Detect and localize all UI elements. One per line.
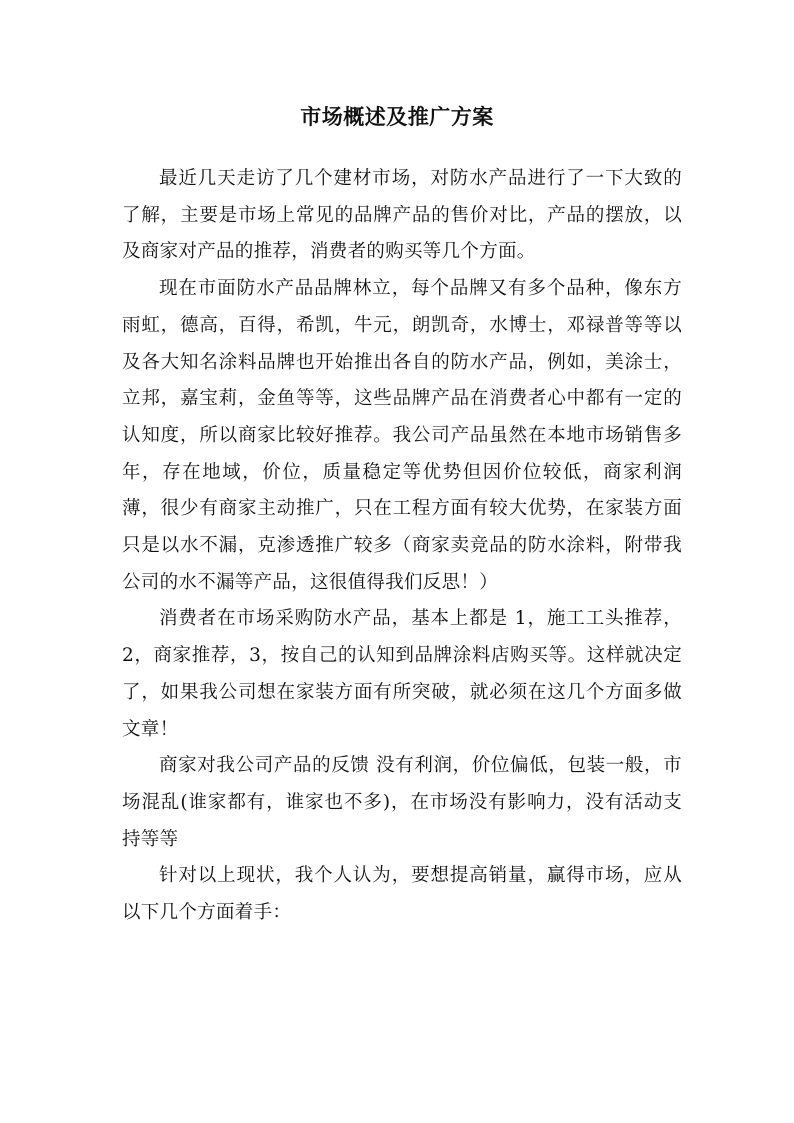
paragraph-market-visit: 最近几天走访了几个建材市场，对防水产品进行了一下大致的了解，主要是市场上常见的品牌产品的售价对比，产品的摆放，以及商家对产品的推荐，消费者的购买等几个方面。 xyxy=(122,168,682,263)
document-title: 市场概述及推广方案 xyxy=(300,104,494,129)
document-body xyxy=(122,161,682,932)
paragraph-dealer-feedback: 商家对我公司产品的反馈 没有利润，价位偏低，包装一般，市场混乱(谁家都有，谁家也不多)，在市场没有影响力，没有活动支持等等 xyxy=(122,755,682,850)
paragraph-consumer-purchase: 消费者在市场采购防水产品，基本上都是 1，施工工头推荐，2，商家推荐，3，按自己的认知到品牌涂料店购买等。这样就决定了，如果我公司想在家装方面有所突破，就必须在这几个方面多做文章！ xyxy=(122,608,682,740)
paragraph-brand-landscape: 现在市面防水产品品牌林立，每个品牌又有多个品种，像东方雨虹，德高，百得，希凯，牛元，朗凯奇，水博士，邓禄普等等以及各大知名涂料品牌也开始推出各自的防水产品，例如，美涂士，立邦，嘉宝莉，金鱼等等，这些品牌产品在消费者心中都有一定的认知度，所以商家比较好推荐。我公司产品虽然在本地市场销售多年，存在地域，价位，质量稳定等优势但因价位较低，商家利润薄，很少有商家主动推广，只在工程方面有较大优势，在家装方面只是以水不漏，克渗透推广较多（商家卖竞品的防水涂料，附带我公司的水不漏等产品，这很值得我们反思！） xyxy=(122,278,682,593)
paragraph-action-plan-intro: 针对以上现状，我个人认为，要想提高销量，赢得市场，应从以下几个方面着手： xyxy=(122,865,682,924)
